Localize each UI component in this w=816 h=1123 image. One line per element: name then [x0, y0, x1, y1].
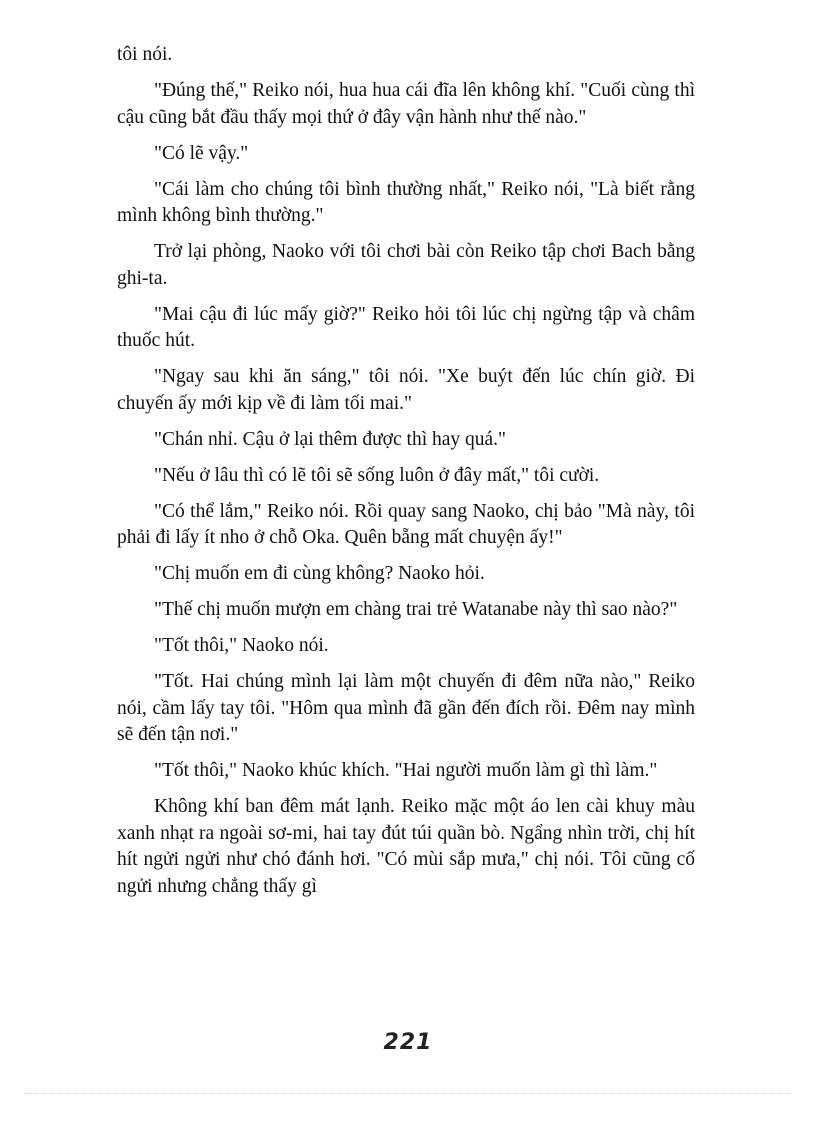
paragraph: "Tốt. Hai chúng mình lại làm một chuyến đi đêm nữa nào," Reiko nói, cầm lấy tay tôi. "Hôm qua mình đã gần đến đích rồi. Đêm nay mình sẽ đến tận nơi." — [117, 671, 695, 745]
paragraph: "Cái làm cho chúng tôi bình thường nhất," Reiko nói, "Là biết rằng mình không bình thường." — [117, 178, 695, 226]
page-number: 221 — [383, 1030, 433, 1055]
paragraph: "Nếu ở lâu thì có lẽ tôi sẽ sống luôn ở đây mất," tôi cười. — [154, 464, 600, 486]
paragraph: "Có thể lắm," Reiko nói. Rồi quay sang Naoko, chị bảo "Mà này, tôi phải đi lấy ít nho ở chỗ Oka. Quên bẵng mất chuyện ấy!" — [117, 500, 695, 548]
paragraph: "Tốt thôi," Naoko khúc khích. "Hai người muốn làm gì thì làm." — [154, 760, 658, 781]
paragraph: "Thế chị muốn mượn em chàng trai trẻ Watanabe này thì sao nào?" — [154, 599, 678, 620]
paragraph: Không khí ban đêm mát lạnh. Reiko mặc một áo len cài khuy màu xanh nhạt ra ngoài sơ-mi, hai tay đút túi quần bò. Ngẩng nhìn trời, chị hít hít ngửi ngửi như chó đánh hơi. "Có mùi sắp mưa," chị nói. Tôi cũng cố ngửi nhưng chẳng thấy gì — [117, 796, 695, 897]
paragraph: "Chị muốn em đi cùng không? Naoko hỏi. — [154, 563, 485, 584]
paragraph: "Chán nhỉ. Cậu ở lại thêm được thì hay quá." — [154, 428, 507, 450]
paragraph: "Có lẽ vậy." — [154, 142, 249, 164]
paragraph: "Tốt thôi," Naoko nói. — [154, 635, 329, 656]
body-text — [117, 42, 695, 900]
paragraph: "Ngay sau khi ăn sáng," tôi nói. "Xe buýt đến lúc chín giờ. Đi chuyến ấy mới kịp về đi làm tối mai." — [117, 366, 695, 414]
paragraph: "Đúng thế," Reiko nói, hua hua cái đĩa lên không khí. "Cuối cùng thì cậu cũng bắt đầu thấy mọi thứ ở đây vận hành như thế nào." — [117, 80, 695, 128]
paragraph: Trở lại phòng, Naoko với tôi chơi bài còn Reiko tập chơi Bach bằng ghi-ta. — [117, 241, 695, 289]
paragraph: tôi nói. — [117, 44, 173, 65]
paragraph: "Mai cậu đi lúc mấy giờ?" Reiko hỏi tôi lúc chị ngừng tập và châm thuốc hút. — [117, 303, 695, 351]
divider — [24, 1093, 792, 1094]
